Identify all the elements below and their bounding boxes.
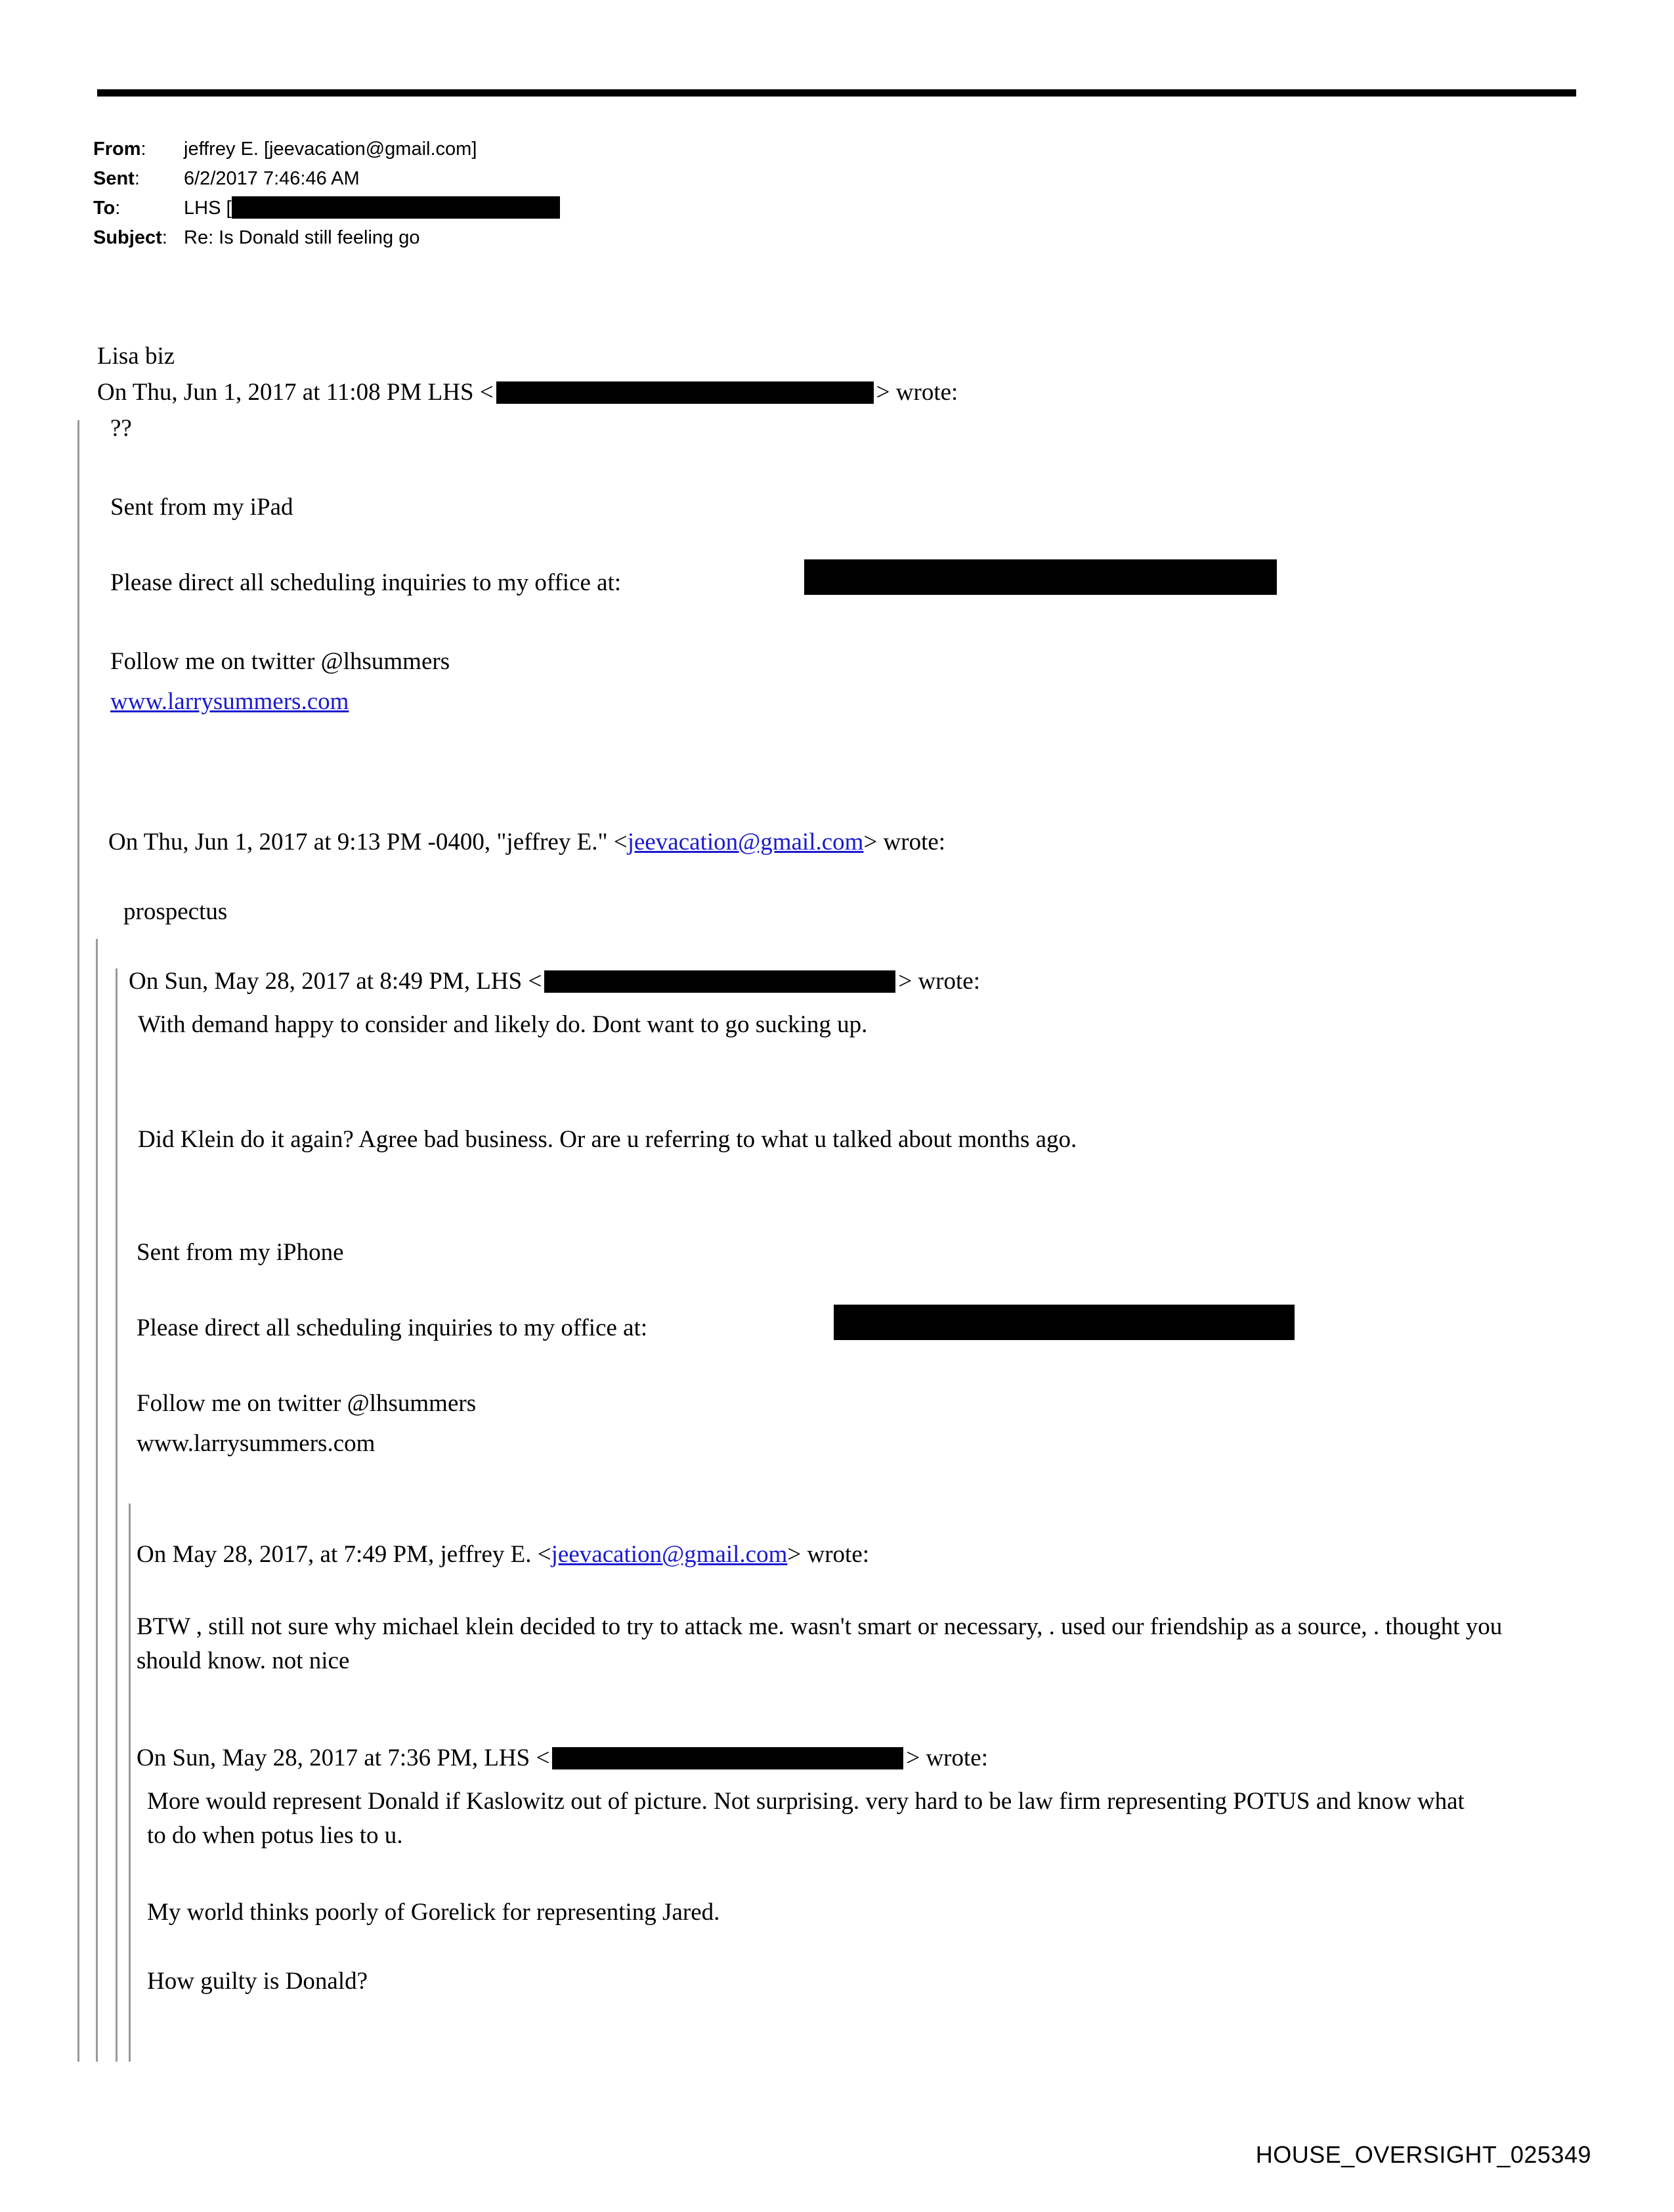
quote-header-2-suffix: > wrote: xyxy=(863,829,946,856)
quote-header-2-text: On Thu, Jun 1, 2017 at 9:13 PM -0400, "jeffrey E." < xyxy=(108,829,628,856)
redaction-bar-office-1 xyxy=(804,559,1277,595)
line-larrysummers-2: www.larrysummers.com xyxy=(137,1430,376,1457)
quote-header-1-text: On Thu, Jun 1, 2017 at 11:08 PM LHS < xyxy=(97,379,494,406)
redaction-bar-office-2 xyxy=(834,1305,1295,1340)
line-sent-from-iphone: Sent from my iPhone xyxy=(137,1239,344,1266)
line-gorelick: My world thinks poorly of Gorelick for representing Jared. xyxy=(147,1899,720,1926)
redaction-bar-quote-3 xyxy=(544,970,895,993)
quote-bar-1 xyxy=(77,420,79,2062)
line-quote-header-5 xyxy=(137,1743,988,1773)
header-label-subject: Subject: xyxy=(93,227,167,248)
line-greeting: Lisa biz xyxy=(97,343,175,370)
quote-header-4-suffix: > wrote: xyxy=(787,1541,870,1568)
quote-bar-4 xyxy=(129,1504,131,2062)
scheduling-2-text: Please direct all scheduling inquiries to my office at: xyxy=(137,1314,648,1341)
line-twitter-1: Follow me on twitter @lhsummers xyxy=(110,648,450,675)
quote-header-3-suffix: > wrote: xyxy=(898,968,980,995)
header-to-text: LHS [ xyxy=(184,198,232,219)
line-klein: Did Klein do it again? Agree bad business. Or are u referring to what u talked about months ago. xyxy=(138,1126,1077,1153)
header-label-sent: Sent: xyxy=(93,168,140,189)
line-quote-header-1 xyxy=(97,378,958,408)
scheduling-1-text: Please direct all scheduling inquiries to my office at: xyxy=(110,569,622,596)
line-prospectus: prospectus xyxy=(123,898,228,925)
bates-number: HOUSE_OVERSIGHT_025349 xyxy=(1255,2141,1591,2168)
line-quote-header-3 xyxy=(129,966,980,997)
line-how-guilty: How guilty is Donald? xyxy=(147,1968,368,1995)
redaction-bar-quote-5 xyxy=(552,1747,903,1769)
line-scheduling-1 xyxy=(110,568,621,598)
line-quote-header-2 xyxy=(108,827,945,857)
link-larrysummers-1[interactable]: www.larrysummers.com xyxy=(110,688,349,715)
line-demand: With demand happy to consider and likely do. Dont want to go sucking up. xyxy=(138,1011,868,1038)
header-value-subject: Re: Is Donald still feeling go xyxy=(184,227,420,248)
line-kaslowitz: More would represent Donald if Kaslowitz out of picture. Not surprising. very hard to be law firm representing POTUS and know what to do when potus lies to u. xyxy=(147,1788,1465,1849)
link-jeevacation-2[interactable]: jeevacation@gmail.com xyxy=(551,1541,788,1568)
header-label-from: From: xyxy=(93,139,146,160)
line-quote-header-4 xyxy=(137,1540,869,1570)
link-jeevacation-1[interactable]: jeevacation@gmail.com xyxy=(627,829,864,856)
redaction-bar-quote-1 xyxy=(496,381,874,404)
quote-header-3-text: On Sun, May 28, 2017 at 8:49 PM, LHS < xyxy=(129,968,542,995)
quote-header-5-text: On Sun, May 28, 2017 at 7:36 PM, LHS < xyxy=(137,1745,550,1771)
quote-bar-3 xyxy=(116,968,118,2062)
line-question-marks: ?? xyxy=(110,415,132,442)
quote-bar-2 xyxy=(96,939,98,2062)
header-label-to: To: xyxy=(93,198,121,219)
quote-header-5-suffix: > wrote: xyxy=(906,1745,988,1771)
line-sent-from-ipad: Sent from my iPad xyxy=(110,494,293,521)
header-value-sent: 6/2/2017 7:46:46 AM xyxy=(184,168,360,189)
line-twitter-2: Follow me on twitter @lhsummers xyxy=(137,1390,477,1417)
line-btw: BTW , still not sure why michael klein decided to try to attack me. wasn't smart or necessary, . used our friendship as a source, . thought you should know. not nice xyxy=(137,1613,1503,1674)
header-value-from: jeffrey E. [jeevacation@gmail.com] xyxy=(184,139,477,160)
line-scheduling-2 xyxy=(137,1313,647,1343)
quote-header-4-text: On May 28, 2017, at 7:49 PM, jeffrey E. < xyxy=(137,1541,551,1568)
quote-header-1-suffix: > wrote: xyxy=(876,379,958,406)
